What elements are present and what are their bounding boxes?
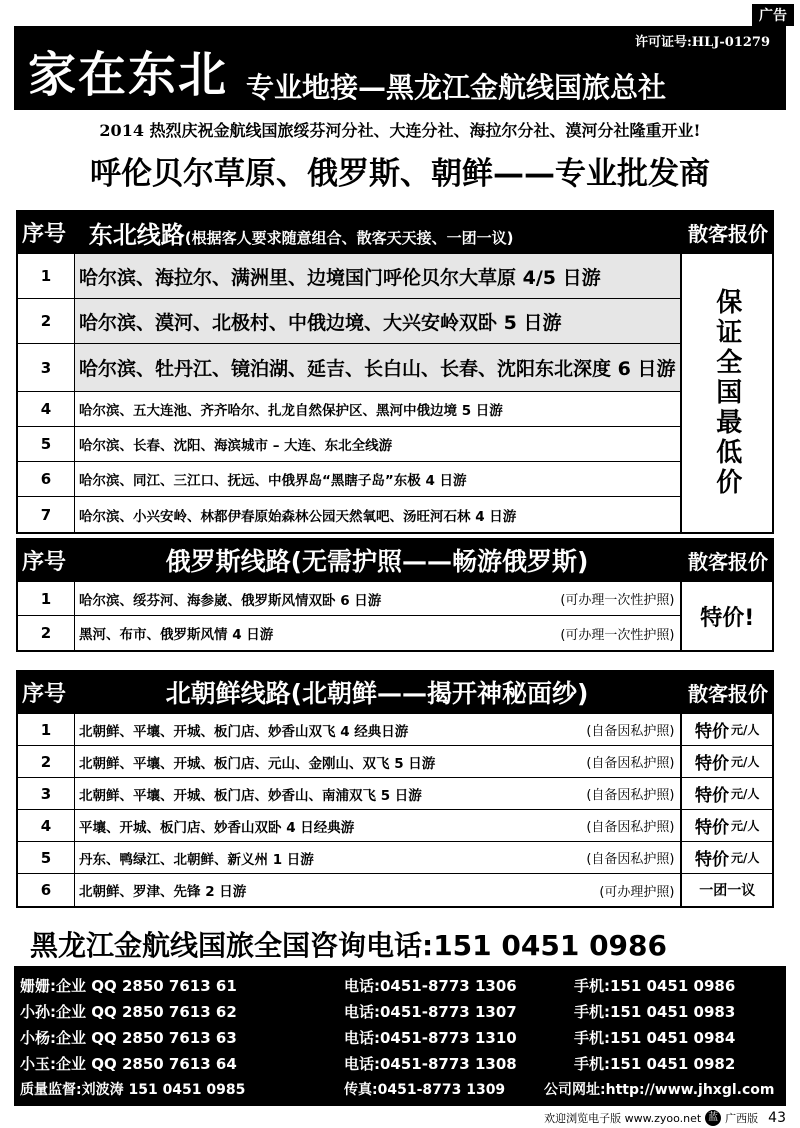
edition-label: 广西版	[725, 1112, 759, 1125]
table-row: 1 哈尔滨、绥芬河、海参崴、俄罗斯风情双卧 6 日游 (可办理一次性护照)	[18, 582, 680, 616]
section-title: 东北线路(根据客人要求随意组合、散客天天接、一团一议)	[88, 220, 514, 249]
table-row: 5 哈尔滨、长春、沈阳、海滨城市 – 大连、东北全线游	[18, 427, 680, 462]
contacts-panel	[14, 966, 786, 1106]
brand-title: 家在东北	[28, 47, 229, 103]
table-row: 4 平壤、开城、板门店、妙香山双卧 4 日经典游 (自备因私护照)	[18, 810, 680, 842]
section-title: 俄罗斯线路(无需护照——畅游俄罗斯)	[165, 547, 589, 576]
price-column	[680, 714, 772, 906]
no-label: 序号	[21, 221, 66, 247]
price-label: 散客报价	[688, 221, 768, 246]
table-row: 3 北朝鲜、平壤、开城、板门店、妙香山、南浦双飞 5 日游 (自备因私护照)	[18, 778, 680, 810]
no-label: 序号	[21, 549, 66, 575]
price-cell: 特价 元/人	[682, 746, 772, 778]
header-banner	[14, 26, 786, 110]
special-price-cell	[680, 582, 772, 650]
page-footer	[0, 1108, 800, 1128]
ad-tag: 广告	[752, 4, 794, 26]
section-header	[16, 670, 774, 714]
lowest-price-guarantee: 保证全国最低价	[711, 288, 742, 498]
wholesale-slogan: 呼伦贝尔草原、俄罗斯、朝鲜——专业批发商	[90, 156, 710, 192]
price-cell: 特价 元/人	[682, 842, 772, 874]
special-price: 特价!	[700, 605, 755, 631]
price-cell: 特价 元/人	[682, 810, 772, 842]
table-row: 1 北朝鲜、平壤、开城、板门店、妙香山双飞 4 经典日游 (自备因私护照)	[18, 714, 680, 746]
price-label: 散客报价	[688, 681, 768, 706]
welcome-text: 欢迎浏览电子版 www.zyoo.net	[544, 1112, 702, 1125]
price-cell: 特价 元/人	[682, 778, 772, 810]
license-number: 许可证号:HLJ-01279	[635, 35, 770, 50]
contact-row: 小孙:企业 QQ 2850 7613 62 电话:0451-8773 1307 手机:151 0451 0983	[20, 1002, 736, 1021]
table-row: 2 北朝鲜、平壤、开城、板门店、元山、金刚山、双飞 5 日游 (自备因私护照)	[18, 746, 680, 778]
price-cell: 特价 元/人	[682, 714, 772, 746]
table-row: 6 哈尔滨、同江、三江口、抚远、中俄界岛“黑瞎子岛”东极 4 日游	[18, 462, 680, 497]
table-row: 2 黑河、布市、俄罗斯风情 4 日游 (可办理一次性护照)	[18, 616, 680, 650]
price-label: 散客报价	[688, 549, 768, 574]
supervision-row: 质量监督:刘波涛 151 0451 0985 传真:0451-8773 1309 公司网址:http://www.jhxgl.com	[14, 1076, 786, 1102]
brand-tagline: 专业地接—黑龙江金航线国旅总社	[246, 71, 667, 104]
national-hotline: 黑龙江金航线国旅全国咨询电话:151 0451 0986	[30, 929, 668, 962]
company-website-link[interactable]: 公司网址:http://www.jhxgl.com	[544, 1082, 775, 1098]
table-row: 1 哈尔滨、海拉尔、满洲里、边境国门呼伦贝尔大草原 4/5 日游	[18, 254, 680, 299]
contact-row: 小杨:企业 QQ 2850 7613 63 电话:0451-8773 1310 手机:151 0451 0984	[20, 1028, 736, 1047]
section-header	[16, 538, 774, 582]
price-cell: 一团一议	[699, 883, 756, 899]
korea-section	[16, 670, 774, 908]
table-row: 3 哈尔滨、牡丹江、镜泊湖、延吉、长白山、长春、沈阳东北深度 6 日游	[18, 344, 680, 392]
section-title: 北朝鲜线路(北朝鲜——揭开神秘面纱)	[165, 679, 589, 708]
russia-section	[16, 538, 774, 652]
northeast-section	[16, 210, 774, 534]
page-number: 43	[768, 1110, 786, 1126]
no-label: 序号	[21, 681, 66, 707]
publisher-badge-icon: 蓝	[705, 1110, 721, 1126]
section-header	[16, 210, 774, 254]
table-row: 7 哈尔滨、小兴安岭、林都伊春原始森林公园天然氧吧、汤旺河石林 4 日游	[18, 497, 680, 532]
table-row: 2 哈尔滨、漠河、北极村、中俄边境、大兴安岭双卧 5 日游	[18, 299, 680, 344]
table-row: 5 丹东、鸭绿江、北朝鲜、新义州 1 日游 (自备因私护照)	[18, 842, 680, 874]
table-row: 6 北朝鲜、罗津、先锋 2 日游 (可办理护照)	[18, 874, 680, 906]
contact-row: 姗姗:企业 QQ 2850 7613 61 电话:0451-8773 1306 手机:151 0451 0986	[20, 976, 736, 995]
celebration-line: 2014 热烈庆祝金航线国旅绥芬河分社、大连分社、海拉尔分社、漠河分社隆重开业!	[99, 121, 701, 140]
table-row: 4 哈尔滨、五大连池、齐齐哈尔、扎龙自然保护区、黑河中俄边境 5 日游	[18, 392, 680, 427]
guarantee-cell	[680, 254, 772, 532]
contact-row: 小玉:企业 QQ 2850 7613 64 电话:0451-8773 1308 手机:151 0451 0982	[20, 1054, 736, 1073]
